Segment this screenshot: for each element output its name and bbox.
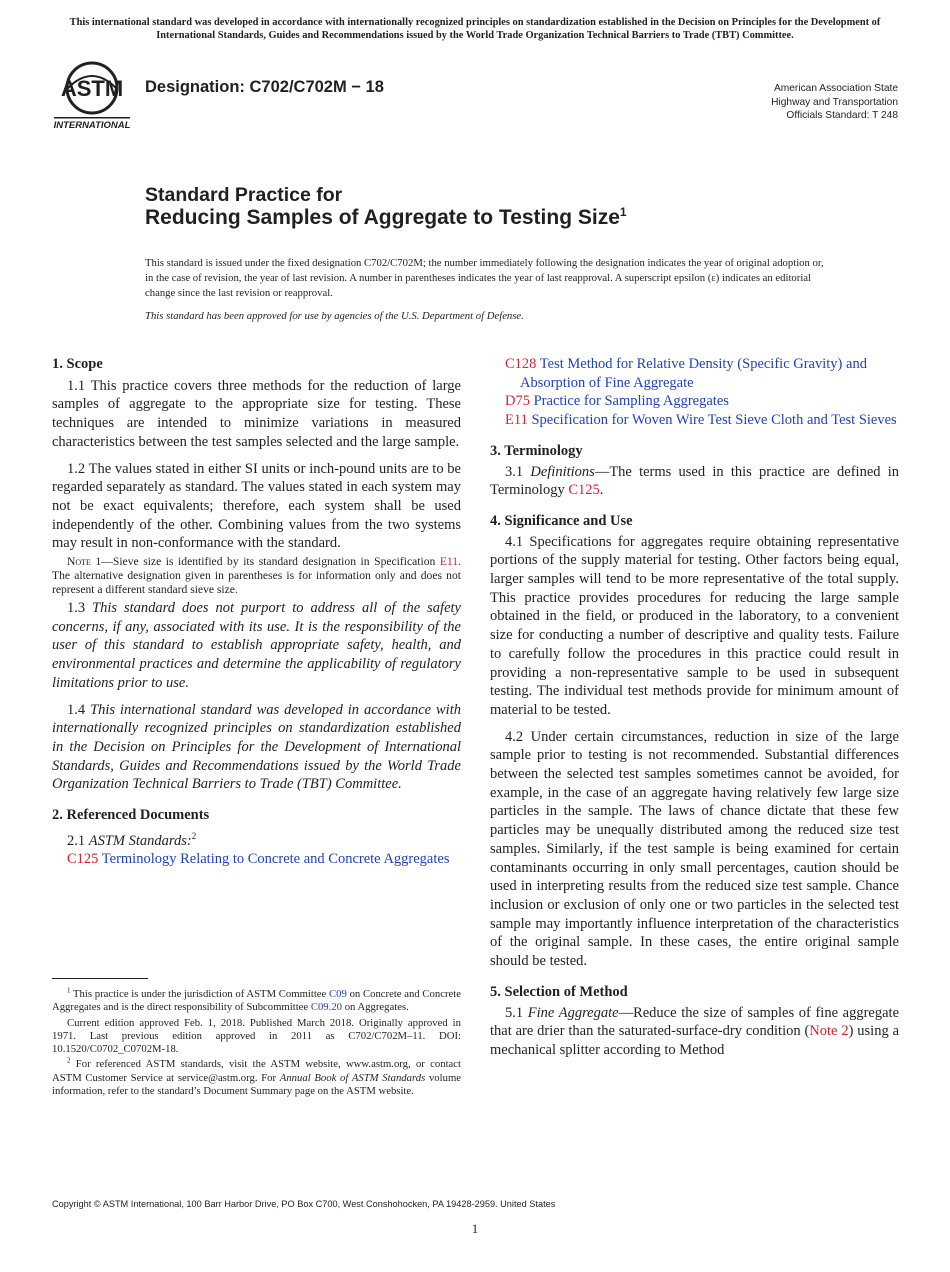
tbt-notice: This international standard was developed in accordance with internationally recognized principles on standardization established in the Decision on Principles for the Development of International Standards, Guides and Recommendations issued by the World Trade Organization Technical Barriers to Trade (TBT) Committee. [69, 17, 881, 41]
title-footnote-ref[interactable]: 1 [619, 205, 627, 219]
section-scope-heading: 1. Scope [52, 356, 103, 372]
footnote-text: For referenced ASTM standards, visit the ASTM website, www.astm.org, or contact ASTM Customer Service at service@astm.org. For [52, 1058, 461, 1084]
para-text: —The terms used in this practice are defined in Terminology [490, 463, 900, 499]
footnote-text: This practice is under the jurisdiction of ASTM Committee [70, 988, 330, 1000]
section-selection-heading: 5. Selection of Method [490, 983, 628, 1000]
para-term: Fine Aggregate [527, 1004, 619, 1021]
copyright: Copyright © ASTM International, 100 Barr Harbor Drive, PO Box C700, West Conshohocken, PA 19428-2959. United States [52, 1199, 556, 1209]
footnote-1 [52, 988, 461, 1015]
right-column [490, 355, 899, 1060]
para-1-1: 1.1 This practice covers three methods for the reduction of large samples of aggregate to the appropriate size for testing. These techniques are intended to minimize variations in measured characteristics between the test samples selected and the large sample. [52, 377, 461, 450]
title-text: Reducing Samples of Aggregate to Testing Size [145, 206, 620, 229]
footnote-1-edition: Current edition approved Feb. 1, 2018. Published March 2018. Originally approved in 1971. Last previous edition approved in 2011 as C702/C702M–11. DOI: 10.1520/C0702_C0702M-18. [52, 1016, 461, 1056]
left-column [52, 355, 461, 869]
para-3-1 [490, 463, 899, 500]
para-text: This standard does not purport to address all of the safety concerns, if any, associated with its use. It is the responsibility of the user of this standard to establish appropriate safety, health, and environmental practices and determine the applicability of regulatory limitations prior to use. [52, 600, 461, 691]
ref-code[interactable]: C125 [67, 851, 99, 868]
para-term: Definitions [530, 463, 595, 480]
footnotes [52, 988, 461, 1100]
note-label: Note 1 [67, 555, 102, 569]
logo-text: ASTM [60, 76, 124, 101]
footnote-marker: 2 [67, 1056, 71, 1065]
title-line-1: Standard Practice for [145, 184, 343, 206]
para-text: —Reduce the size of samples of fine aggregate that are drier than the saturated-surface-dry condition ( [490, 1004, 900, 1040]
ref-title[interactable]: Specification for Woven Wire Test Sieve Cloth and Test Sieves [527, 412, 897, 429]
para-1-4 [52, 701, 461, 795]
ref-code[interactable]: D75 [505, 393, 530, 410]
section-referenced-documents-heading: 2. Referenced Documents [52, 807, 210, 824]
para-number: 3.1 [505, 463, 531, 480]
footnote-marker: 1 [67, 986, 71, 995]
footnote-text: Annual Book of ASTM Standards [279, 1071, 426, 1084]
title-line-2 [145, 206, 627, 230]
aashto-line: American Association State [773, 83, 898, 94]
note-2-link[interactable]: Note 2 [809, 1023, 849, 1040]
para-number: 1.4 [67, 701, 91, 718]
para-4-1: 4.1 Specifications for aggregates require obtaining representative portions of the supply material for testing. Other factors being equal, larger samples will tend to be more representative of the total supply. This practice provides procedures for reducing the large sample obtained in the field, or produced in the laboratory, to a convenient size for conducting a number of descriptive and quality tests. Failure to carefully follow the procedures in this practice could result in providing a non-representative sample to be used in subsequent testing. The individual test methods provide for minimum amount of material to be tested. [490, 533, 899, 718]
para-1-2: 1.2 The values stated in either SI units or inch-pound units are to be regarded separately as standard. The values stated in each system may not be exact equivalents; therefore, each system shall be used independently of the other. Combining values from the two systems may result in non-conformance with the standard. [52, 460, 461, 552]
ref-e11[interactable] [490, 411, 899, 430]
para-number: 2.1 [67, 832, 89, 849]
ref-title[interactable]: Test Method for Relative Density (Specific Gravity) and Absorption of Fine Aggregate [520, 356, 867, 391]
note-1 [52, 555, 461, 597]
para-text: ) using a mechanical splitter according to Method [490, 1023, 899, 1058]
para-1-3 [52, 599, 461, 693]
para-text: This international standard was developed in accordance with internationally recognized principles on standardization established in the Decision on Principles for the Development of International Standards, Guides and Recommendations issued by the World Trade Organization Technical Barriers to Trade (TBT) Committee. [52, 701, 461, 793]
dod-approval: This standard has been approved for use by agencies of the U.S. Department of Defense. [145, 310, 524, 322]
ref-d75[interactable] [490, 392, 899, 411]
ref-c125[interactable] [52, 850, 461, 869]
issued-statement: This standard is issued under the fixed designation C702/C702M; the number immediately following the designation indicates the year of original adoption or, in the case of revision, the year of last revision. A number in parentheses indicates the year of last reapproval. A superscript epsilon (ε) indicates an editorial change since the last revision or reapproval. [145, 257, 824, 300]
note-text: —Sieve size is identified by its standard designation in Specification [101, 555, 440, 569]
note-e11-link[interactable]: E11 [439, 555, 459, 569]
committee-link[interactable]: C09 [329, 988, 347, 1000]
footnote-text: on Concrete and Concrete Aggregates and is the direct responsibility of Subcommittee [52, 988, 461, 1014]
aashto-line: Officials Standard: T 248 [786, 110, 898, 121]
designation: Designation: C702/C702M − 18 [145, 78, 384, 96]
para-text: . [599, 482, 604, 499]
subcommittee-link[interactable]: C09.20 [310, 1001, 343, 1014]
ref-c128[interactable] [490, 355, 899, 392]
footnote-divider [52, 978, 148, 979]
ref-title[interactable]: Practice for Sampling Aggregates [529, 393, 729, 410]
footnote-text: on Aggregates. [342, 1001, 409, 1014]
section-significance-heading: 4. Significance and Use [490, 512, 633, 529]
note-text: . The alternative designation given in parentheses is for information only and does not represent a different standard sieve size. [52, 555, 461, 597]
footnote-text: volume information, refer to the standard’s Document Summary page on the ASTM website. [52, 1071, 462, 1098]
aashto-line: Highway and Transportation [771, 96, 898, 108]
para-2-1 [52, 827, 461, 851]
section-terminology-heading: 3. Terminology [490, 442, 583, 459]
para-number: 5.1 [505, 1004, 528, 1021]
logo-subtext: INTERNATIONAL [53, 120, 131, 131]
footnote-ref[interactable]: 2 [191, 830, 197, 841]
footnote-2 [52, 1058, 461, 1098]
para-5-1 [490, 1004, 899, 1060]
ref-code[interactable]: E11 [505, 412, 528, 429]
page-number: 1 [471, 1221, 479, 1236]
ref-code[interactable]: C128 [505, 356, 537, 372]
aashto-standard [771, 82, 898, 123]
ref-title[interactable]: Terminology Relating to Concrete and Concrete Aggregates [98, 851, 450, 868]
para-4-2: 4.2 Under certain circumstances, reduction in size of the large sample prior to testing is not recommended. Substantial differences between the selected test samples sometimes cannot be avoided, for example, in the case of an aggregate having relatively few large size particles in the sample. The laws of chance dictate that these few particles may be unequally distributed among the reduced size test samples. Similarly, if the test sample is being examined for certain contaminants occurring in only small percentages, caution should be used in interpreting results from the reduced size test sample. Chance inclusion or exclusion of only one or two particles in the selected test sample may importantly influence interpretation of the characteristics of the original sample. In these cases, the entire original sample should be tested. [490, 728, 899, 970]
astm-logo [52, 58, 136, 132]
c125-link[interactable]: C125 [568, 482, 600, 499]
para-number: 1.3 [67, 600, 93, 617]
para-text: ASTM Standards: [88, 832, 192, 849]
